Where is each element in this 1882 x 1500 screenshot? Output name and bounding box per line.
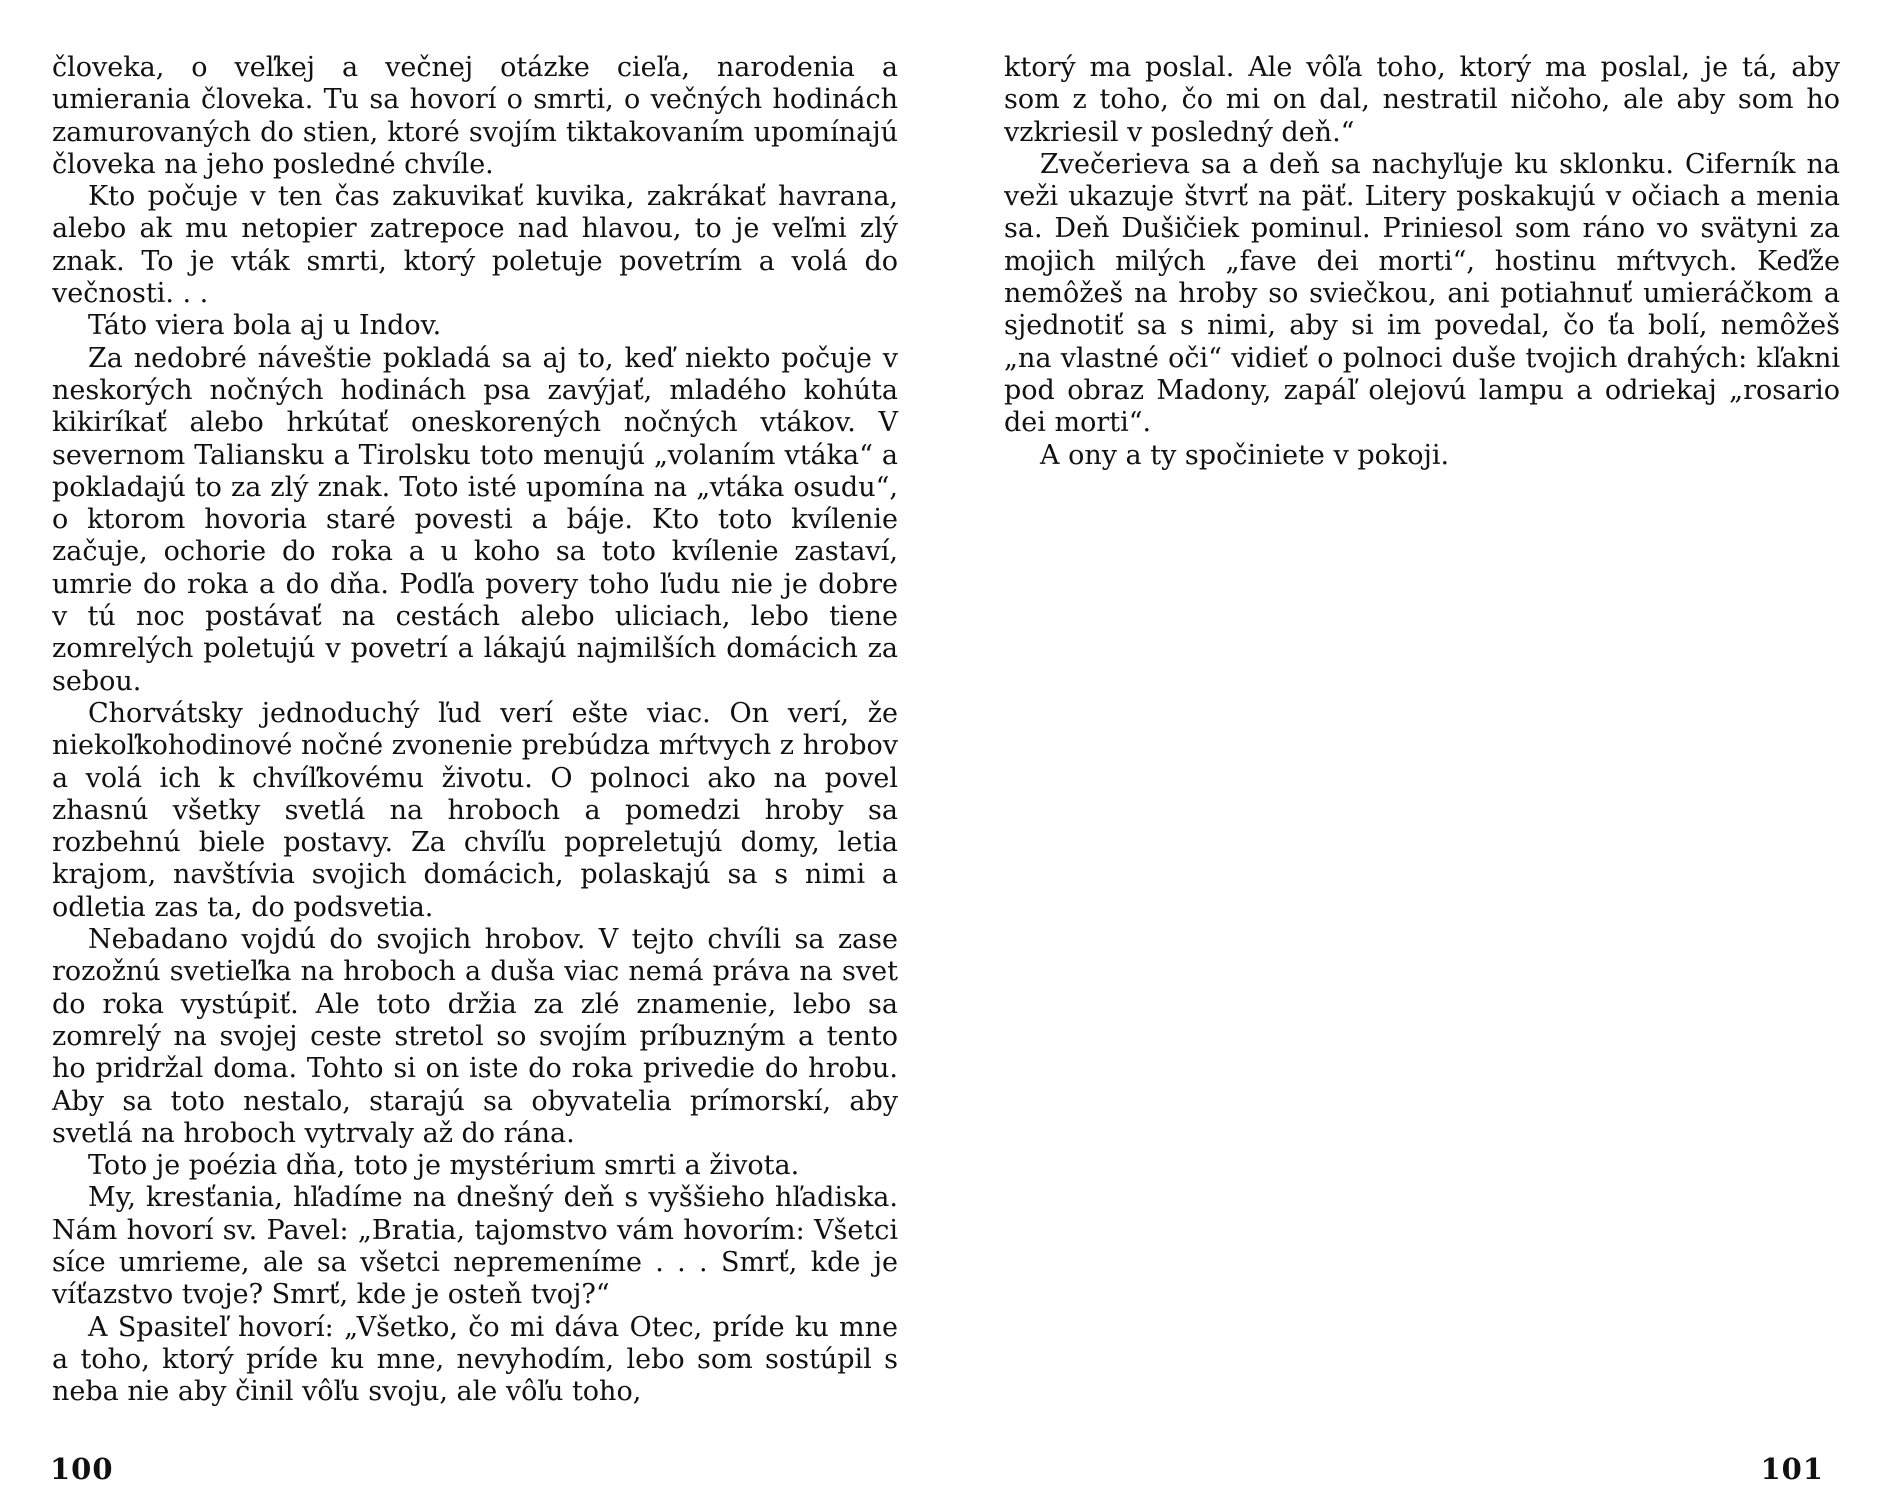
paragraph: Kto počuje v ten čas zakuvikať kuvika, zakrákať havrana, alebo ak mu netopier zatrepoce nad hlavou, to je veľmi zlý znak. To je vták smrti, ktorý poletuje povetrím a volá do večnosti. . . xyxy=(52,181,898,310)
paragraph: A ony a ty spočiniete v pokoji. xyxy=(1040,439,1450,471)
paragraph: človeka, o veľkej a večnej otázke cieľa, narodenia a umierania človeka. Tu sa hovorí o smrti, o večných hodinách zamurovaných do stien, ktoré svojím tiktakovaním upomínajú človeka na jeho posledné chvíle. xyxy=(52,52,898,180)
paragraph: Nebadano vojdú do svojich hrobov. V tejto chvíli sa zase rozožnú svetieľka na hroboch a duša viac nemá práva na svet do roka vystúpiť. Ale toto držia za zlé znamenie, lebo sa zomrelý na svojej ceste stretol so svojím príbuzným a tento ho pridržal doma. Tohto si on iste do roka privedie do hrobu. Aby sa toto nestalo, starajú sa obyvatelia prímorskí, aby svetlá na hroboch vytrvaly až do rána. xyxy=(52,924,898,1149)
page-number-left: 100 xyxy=(50,1452,114,1486)
page-number-right: 101 xyxy=(1760,1452,1824,1486)
paragraph: Za nedobré náveštie pokladá sa aj to, keď niekto počuje v neskorých nočných hodinách psa zavýjať, mladého kohúta kikiríkať alebo hrkútať oneskorených nočných vtákov. V severnom Taliansku a Tirolsku toto menujú „volaním vtáka“ a pokladajú to za zlý znak. Toto isté upomína na „vtáka osudu“, o ktorom hovoria staré povesti a báje. Kto toto kvílenie začuje, ochorie do roka a u koho sa toto kvílenie zastaví, umrie do roka a do dňa. Podľa povery toho ľudu nie je dobre v tú noc postávať na cestách alebo uliciach, lebo tiene zomrelých poletujú v povetrí a lákajú najmilších domácich za sebou. xyxy=(52,342,898,697)
paragraph: Chorvátsky jednoduchý ľud verí ešte viac. On verí, že niekoľkohodinové nočné zvonenie prebúdza mŕtvych z hrobov a volá ich k chvíľkovému životu. O polnoci ako na povel zhasnú všetky svetlá na hroboch a pomedzi hroby sa rozbehnú biele postavy. Za chvíľu popreletujú domy, letia krajom, navštívia svojich domácich, polaskajú sa s nimi a odletia zas ta, do podsvetia. xyxy=(52,697,898,923)
right-page xyxy=(941,0,1882,1500)
right-page-text xyxy=(1004,52,1840,472)
paragraph: ktorý ma poslal. Ale vôľa toho, ktorý ma poslal, je tá, aby som z toho, čo mi on dal, nestratil ničoho, ale aby som ho vzkriesil v posledný deň.“ xyxy=(1004,52,1840,148)
paragraph: A Spasiteľ hovorí: „Všetko, čo mi dáva Otec, príde ku mne a toho, ktorý príde ku mne, nevyhodím, lebo som sostúpil s neba nie aby činil vôľu svoju, ale vôľu toho, xyxy=(52,1311,898,1408)
left-page-text xyxy=(52,52,898,1408)
paragraph: Táto viera bola aj u Indov. xyxy=(88,310,442,342)
paragraph: My, kresťania, hľadíme na dnešný deň s vyššieho hľadiska. Nám hovorí sv. Pavel: „Bratia, tajomstvo vám hovorím: Všetci síce umrieme, ale sa všetci nepremeníme . . . Smrť, kde je víťazstvo tvoje? Smrť, kde je osteň tvoj?“ xyxy=(52,1182,898,1311)
paragraph: Toto je poézia dňa, toto je mystérium smrti a života. xyxy=(88,1150,800,1182)
paragraph: Zvečerieva sa a deň sa nachyľuje ku sklonku. Ciferník na veži ukazuje štvrť na päť. Litery poskakujú v očiach a menia sa. Deň Dušičiek pominul. Priniesol som ráno vo svätyni za mojich milých „fave dei morti“, hostinu mŕtvych. Keďže nemôžeš na hroby so sviečkou, ani potiahnuť umieráčkom a sjednotiť sa s nimi, aby si im povedal, čo ťa bolí, nemôžeš „na vlastné oči“ vidieť o polnoci duše tvojich drahých: kľakni pod obraz Madony, zapáľ olejovú lampu a odriekaj „rosario dei morti“. xyxy=(1004,148,1840,439)
